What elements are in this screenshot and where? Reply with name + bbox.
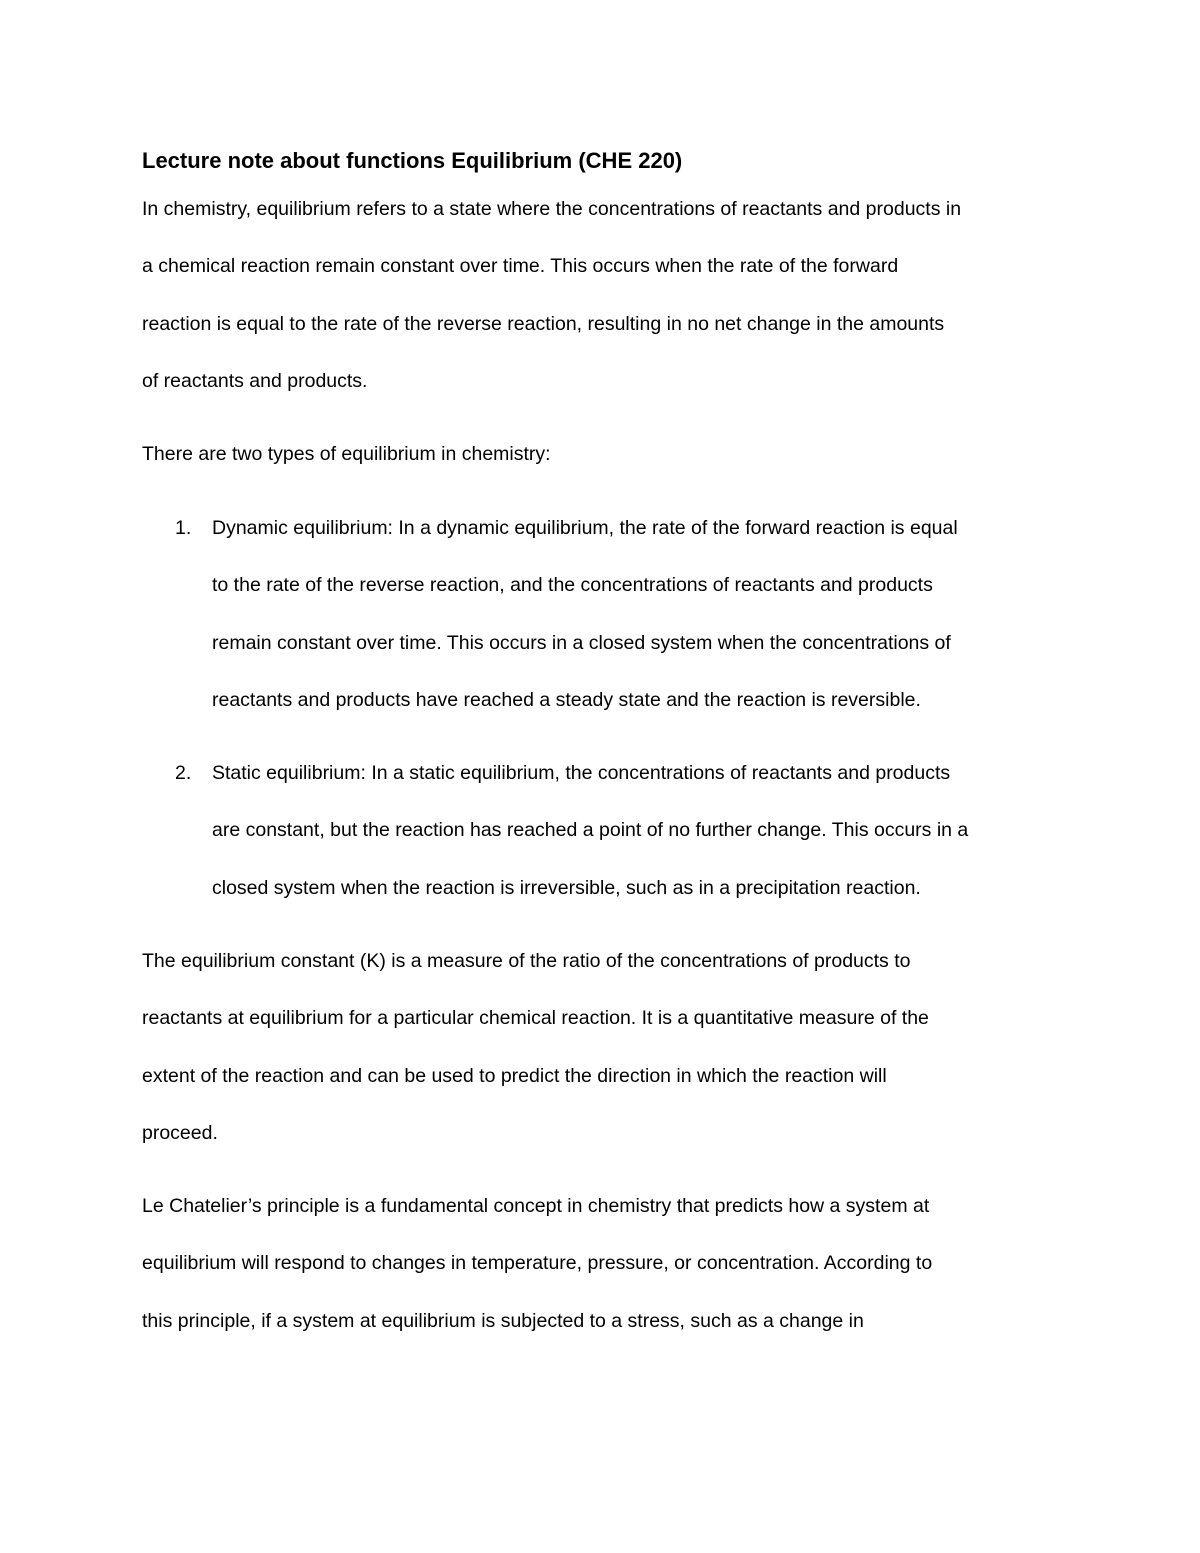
text-line: a chemical reaction remain constant over time. This occurs when the rate of the forward bbox=[142, 255, 899, 278]
text-line: this principle, if a system at equilibrium is subjected to a stress, such as a change in bbox=[142, 1309, 864, 1332]
text-line: of reactants and products. bbox=[142, 369, 368, 392]
text-line: Static equilibrium: In a static equilibrium, the concentrations of reactants and products bbox=[212, 762, 951, 784]
text-line: Dynamic equilibrium: In a dynamic equilibrium, the rate of the forward reaction is equal bbox=[212, 517, 958, 539]
text-line: are constant, but the reaction has reached a point of no further change. This occurs in a bbox=[212, 819, 969, 842]
list-item-body bbox=[212, 500, 1088, 729]
text-line: reaction is equal to the rate of the reverse reaction, resulting in no net change in the amounts bbox=[142, 312, 945, 335]
text-line: extent of the reaction and can be used to predict the direction in which the reaction will bbox=[142, 1064, 887, 1087]
text-line: reactants at equilibrium for a particular chemical reaction. It is a quantitative measure of the bbox=[142, 1007, 929, 1030]
list-number: 1. bbox=[175, 517, 192, 539]
text-line: proceed. bbox=[142, 1121, 218, 1144]
text-line: remain constant over time. This occurs in a closed system when the concentrations of bbox=[212, 631, 951, 654]
text-line: equilibrium will respond to changes in temperature, pressure, or concentration. According to bbox=[142, 1252, 933, 1275]
types-intro-paragraph bbox=[142, 426, 1088, 483]
text-line: to the rate of the reverse reaction, and the concentrations of reactants and products bbox=[212, 574, 933, 597]
text-line: Le Chatelier’s principle is a fundamental concept in chemistry that predicts how a system at bbox=[142, 1195, 930, 1217]
page-title: Lecture note about functions Equilibrium (CHE 220) bbox=[142, 148, 683, 173]
text-line: The equilibrium constant (K) is a measure of the ratio of the concentrations of products to bbox=[142, 950, 911, 972]
text-line: reactants and products have reached a steady state and the reaction is reversible. bbox=[212, 688, 921, 711]
list-item-body bbox=[212, 745, 1088, 917]
le-chatelier-paragraph bbox=[142, 1178, 1088, 1350]
text-line: There are two types of equilibrium in chemistry: bbox=[142, 443, 551, 465]
list-number: 2. bbox=[175, 762, 192, 784]
equilibrium-constant-paragraph bbox=[142, 933, 1088, 1162]
text-line: closed system when the reaction is irreversible, such as in a precipitation reaction. bbox=[212, 876, 921, 899]
text-line: In chemistry, equilibrium refers to a state where the concentrations of reactants and products in bbox=[142, 198, 962, 220]
intro-paragraph bbox=[142, 181, 1088, 410]
